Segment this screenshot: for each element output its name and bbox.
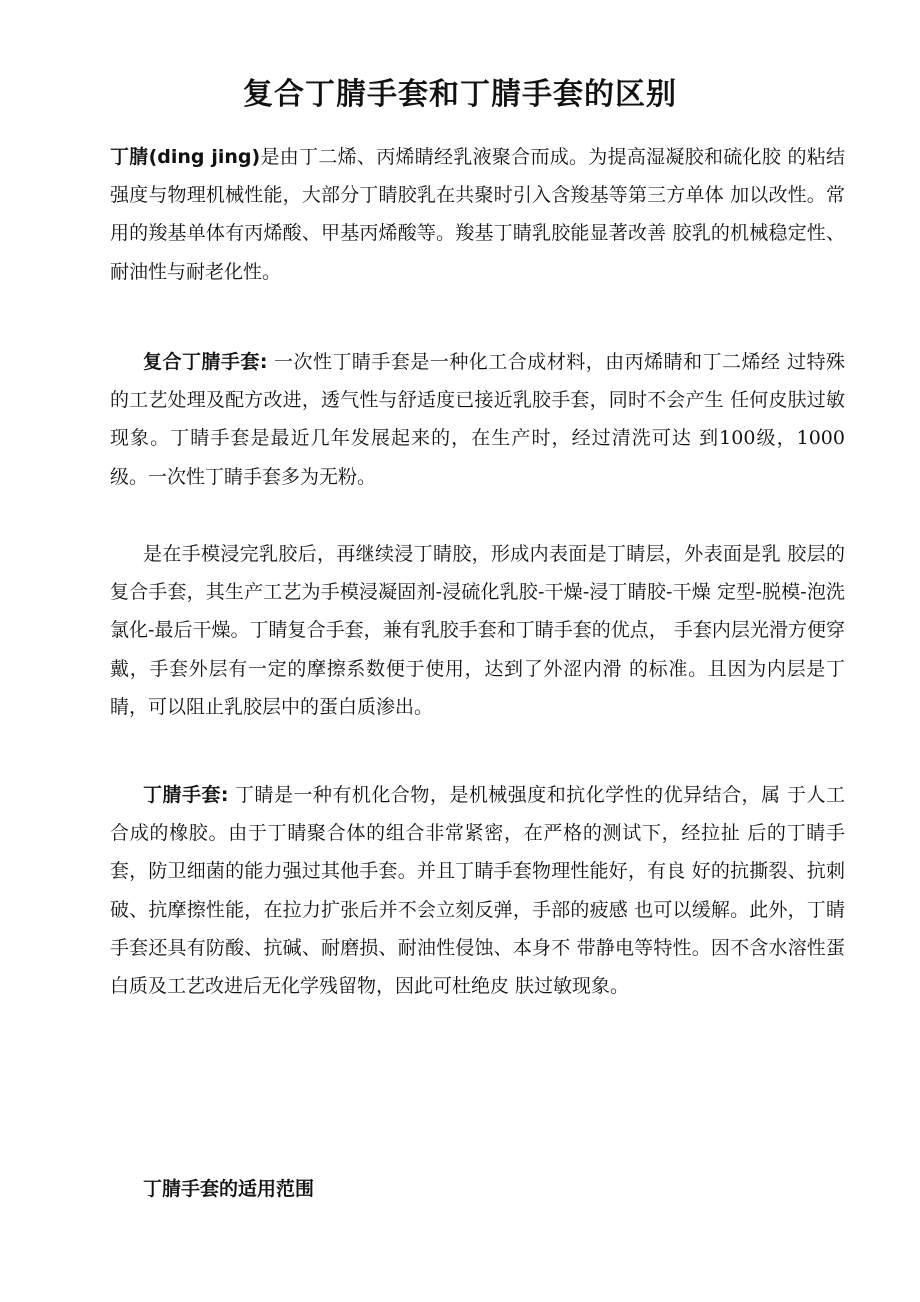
paragraph-lead-composite-gloves: 复合丁腈手套: <box>143 351 268 373</box>
paragraph-composite-gloves <box>110 343 845 496</box>
paragraph-composite-process <box>110 535 845 726</box>
paragraph-lead-nitrile-gloves: 丁腈手套: <box>143 784 229 806</box>
paragraph-nitrile-gloves <box>110 776 845 1005</box>
paragraph-body-composite-process: 是在手模浸完乳胶后，再继续浸丁睛胶，形成内表面是丁睛层，外表面是乳 胶层的复合手套，其生产工艺为手模浸凝固剂-浸硫化乳胶-干燥-浸丁睛胶-干燥 定型-脱模-泡洗氯化-最后干燥。丁睛复合手套，兼有乳胶手套和丁睛手套的优点， 手套内层光滑方便穿戴，手套外层有一定的摩擦系数便于使用，达到了外涩内滑 的标准。且因为内层是丁睛，可以阻止乳胶层中的蛋白质渗出。 <box>110 543 845 718</box>
paragraph-body-nitrile-definition: 是由丁二烯、丙烯睛经乳液聚合而成。为提高湿凝胶和硫化胶 的粘结强度与物理机械性能，大部分丁睛胶乳在共聚时引入含羧基等第三方单体 加以改性。常用的羧基单体有丙烯酸、甲基丙烯酸等。羧基丁睛乳胶能显著改善 胶乳的机械稳定性、耐油性与耐老化性。 <box>110 146 846 283</box>
paragraph-lead-nitrile: 丁腈(ding jing) <box>110 146 261 168</box>
paragraph-nitrile-definition <box>110 138 845 291</box>
paragraph-body-nitrile-gloves: 丁睛是一种有机化合物，是机械强度和抗化学性的优异结合，属 于人工合成的橡胶。由于丁睛聚合体的组合非常紧密，在严格的测试下，经拉扯 后的丁睛手套，防卫细菌的能力强过其他手套。并且丁睛手套物理性能好，有良 好的抗撕裂、抗刺破、抗摩擦性能，在拉力扩张后并不会立刻反弹，手部的疲感 也可以缓解。此外，丁睛手套还具有防酸、抗碱、耐磨损、耐油性侵蚀、本身不 带静电等特性。因不含水溶性蛋白质及工艺改进后无化学残留物，因此可杜绝皮 肤过敏现象。 <box>110 784 845 998</box>
paragraph-body-composite-gloves: 一次性丁睛手套是一种化工合成材料，由丙烯睛和丁二烯经 过特殊的工艺处理及配方改进，透气性与舒适度已接近乳胶手套，同时不会产生 任何皮肤过敏现象。丁睛手套是最近几年发展起来的，在生产时，经过清洗可达 到100级，1000级。一次性丁睛手套多为无粉。 <box>110 351 845 488</box>
section-heading-applications: 丁腈手套的适用范围 <box>143 1178 315 1200</box>
document-title: 复合丁腈手套和丁腈手套的区别 <box>243 77 677 112</box>
